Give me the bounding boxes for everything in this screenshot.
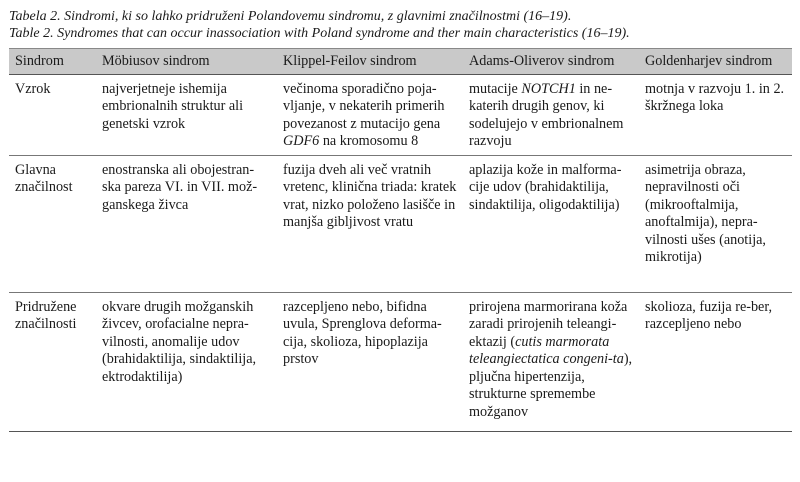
cell-cause-klippel-feil (277, 74, 463, 155)
syndromes-table (9, 48, 792, 432)
header-mobius: Möbiusov sindrom (96, 49, 277, 75)
cell-cause-mobius: najverjetneje ishemija embrionalnih struktur ali genetski vzrok (96, 74, 277, 155)
cell-text: in ne-katerih drugih genov, ki sodelujejo v embrionalnem razvoju (469, 80, 624, 149)
cell-text: ), pljučna hipertenzija, strukturne spremembe možganov (469, 351, 633, 420)
cell-assoc-klippel-feil: razcepljeno nebo, bifidna uvula, Sprenglova deforma-cija, skolioza, hipoplazija prstov (277, 292, 463, 431)
cell-cause-goldenhar: motnja v razvoju 1. in 2. škržnega loka (639, 74, 792, 155)
table-header (9, 49, 792, 75)
gene-name-gdf6: GDF6 (283, 133, 320, 149)
row-label-cause: Vzrok (9, 74, 96, 155)
cell-text: mutacije (469, 80, 522, 97)
cell-assoc-goldenhar: skolioza, fuzija re-ber, razcepljeno nebo (639, 292, 792, 431)
cell-main-mobius: enostranska ali obojestran-ska pareza VI. in VII. mož-ganskega živca (96, 155, 277, 292)
latin-term: cutis marmorata teleangiectatica congeni-ta (469, 333, 624, 367)
table-caption-english: Table 2. Syndromes that can occur inassociation with Poland syndrome and ther main characteristics (16–19). (9, 26, 630, 41)
table-row-associated-features (9, 292, 792, 431)
row-label-main-feature: Glavna značilnost (9, 155, 96, 292)
cell-text: na kromosomu 8 (319, 133, 419, 149)
table-body (9, 74, 792, 431)
cell-text: večinoma sporadično poja-vljanje, v nekaterih primerih povezanost z mutacijo gena (283, 80, 445, 132)
gene-name-notch1: NOTCH1 (521, 80, 576, 97)
table-row-main-feature (9, 155, 792, 292)
cell-main-goldenhar: asimetrija obraza, nepravilnosti oči (mikrooftalmija, anoftalmija), nepra-vilnosti ušes (anotija, mikrotija) (639, 155, 792, 292)
header-syndrome: Sindrom (9, 49, 96, 75)
header-adams-oliver: Adams-Oliverov sindrom (463, 49, 639, 75)
cell-main-adams-oliver: aplazija kože in malforma-cije udov (brahidaktilija, sindaktilija, oligodaktilija) (463, 155, 639, 292)
table-caption-slovene: Tabela 2. Sindromi, ki so lahko pridruženi Polandovemu sindromu, z glavnimi značilnostmi (16–19). (9, 9, 572, 24)
cell-cause-adams-oliver (463, 74, 639, 155)
row-label-associated-features: Pridružene značilnosti (9, 292, 96, 431)
table-row-cause (9, 74, 792, 155)
cell-assoc-adams-oliver (463, 292, 639, 431)
cell-text: prirojena marmorirana koža zaradi prirojenih teleangi-ektazij ( (469, 298, 628, 350)
header-klippel-feil: Klippel-Feilov sindrom (277, 49, 463, 75)
cell-main-klippel-feil: fuzija dveh ali več vratnih vretenc, klinična triada: kratek vrat, nizko položeno lasišče in manjša gibljivost vratu (277, 155, 463, 292)
cell-assoc-mobius: okvare drugih možganskih živcev, orofacialne nepra-vilnosti, anomalije udov (brahidaktilija, sindaktilija, ektrodaktilija) (96, 292, 277, 431)
header-goldenhar: Goldenharjev sindrom (639, 49, 792, 75)
header-row (9, 49, 792, 75)
